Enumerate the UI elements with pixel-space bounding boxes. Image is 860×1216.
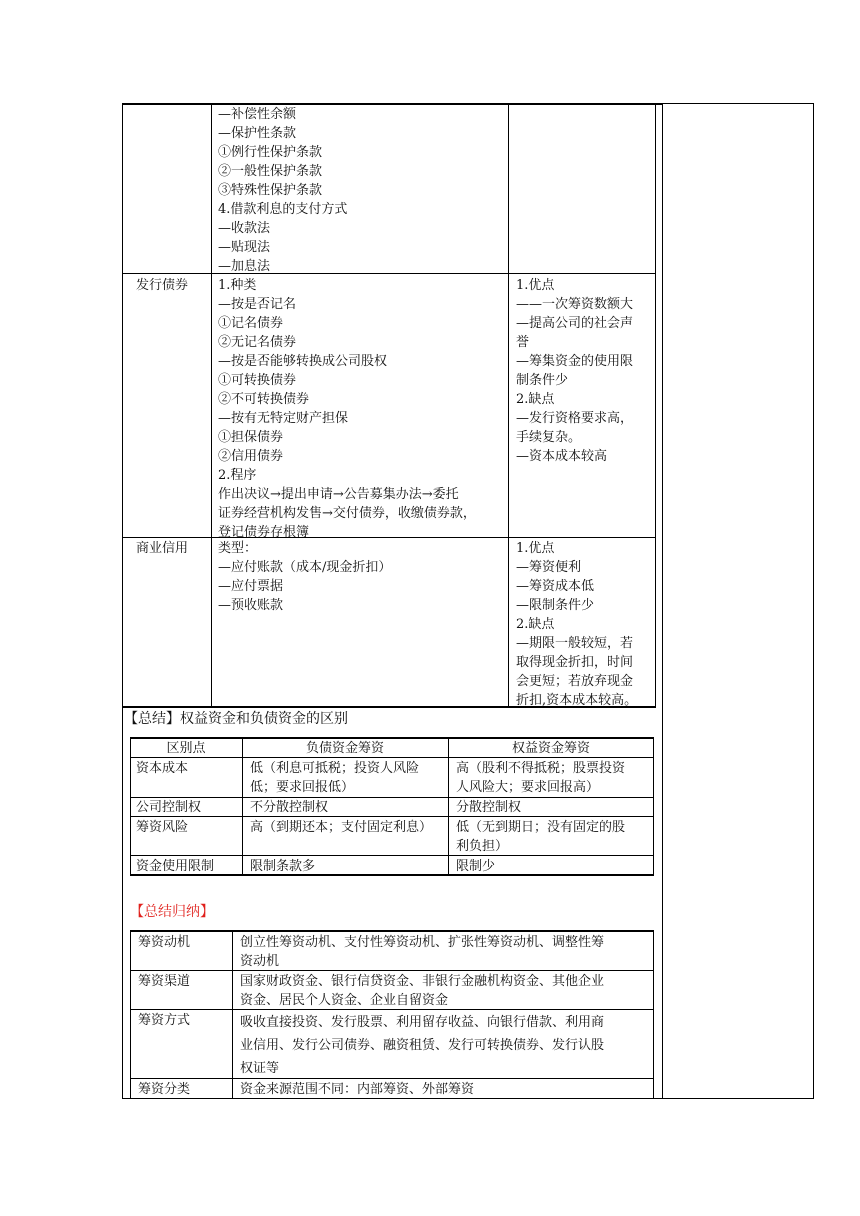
text-line: 2.程序 xyxy=(218,468,257,483)
text-line: 2.缺点 xyxy=(516,617,555,632)
text-line: 4.借款利息的支付方式 xyxy=(218,202,348,217)
text-line: —筹资便利 xyxy=(516,560,582,575)
text-line: —提高公司的社会声 xyxy=(516,316,634,331)
text-line: 分散控制权 xyxy=(456,800,522,815)
compare-col-line xyxy=(130,738,131,875)
bond-content xyxy=(218,276,476,542)
induction-col-line xyxy=(653,931,654,1099)
text-line: 制条件少 xyxy=(516,373,569,388)
top-rule xyxy=(122,103,662,105)
text-line: 证券经营机构发售→交付债券，收缴债券款， xyxy=(218,506,476,521)
text-line: —期限一般较短，若 xyxy=(516,636,634,651)
text-line: ②无记名债券 xyxy=(218,335,297,350)
compare-col-line xyxy=(653,738,654,875)
text-line: —限制条件少 xyxy=(516,598,595,613)
text-line: —按是否能够转换成公司股权 xyxy=(218,354,388,369)
text-line: ①记名债券 xyxy=(218,316,284,331)
text-line: 折扣,资本成本较高。 xyxy=(516,693,638,708)
bond-pros-cons xyxy=(516,276,633,466)
text-line: ——一次筹资数额大 xyxy=(516,297,634,312)
text-line: 低（无到期日；没有固定的股 xyxy=(456,820,626,835)
text-line: 高（到期还本；支付固定利息） xyxy=(250,820,433,835)
induction-title: 【总结归纳】 xyxy=(130,904,214,920)
credit-content xyxy=(218,539,391,615)
text-line: ①例行性保护条款 xyxy=(218,145,323,160)
text-line: —应付账款（成本/现金折扣） xyxy=(218,560,392,575)
credit-pros-cons xyxy=(516,539,637,710)
text-line: 资动机 xyxy=(240,954,280,969)
text-line: 限制条款多 xyxy=(250,859,316,874)
compare-col-line xyxy=(242,738,243,875)
top-rule-right xyxy=(662,103,814,104)
compare-row-debt xyxy=(250,857,315,876)
compare-row-equity xyxy=(456,759,625,797)
text-line: ①担保债券 xyxy=(218,430,284,445)
col-divider-3 xyxy=(655,104,656,707)
text-line: —按是否记名 xyxy=(218,297,297,312)
text-line: ②信用债券 xyxy=(218,449,284,464)
compare-row-debt xyxy=(250,798,328,817)
induction-top-rule xyxy=(130,930,654,932)
text-line: 1.种类 xyxy=(218,278,257,293)
text-line: 取得现金折扣，时间 xyxy=(516,655,634,670)
row-separator xyxy=(122,273,656,274)
text-line: 手续复杂。 xyxy=(516,430,582,445)
induction-row-value xyxy=(240,1011,604,1080)
compare-row-equity xyxy=(456,857,495,876)
compare-row-debt xyxy=(250,818,432,837)
text-line: 限制少 xyxy=(456,859,496,874)
text-line: 类型： xyxy=(218,541,258,556)
induction-row-value xyxy=(240,1080,474,1099)
col-divider-2 xyxy=(508,104,509,707)
induction-row-value xyxy=(240,933,604,971)
compare-row-line xyxy=(130,797,654,798)
right-column-divider xyxy=(662,103,663,1099)
compare-row-key: 资金使用限制 xyxy=(136,859,215,874)
text-line: —保护性条款 xyxy=(218,126,297,141)
compare-row-debt xyxy=(250,759,419,797)
induction-col-line xyxy=(130,931,131,1099)
text-line: 作出决议→提出申请→公告募集办法→委托 xyxy=(218,487,459,502)
text-line: 1.优点 xyxy=(516,541,555,556)
col-divider-1 xyxy=(211,104,212,707)
summary-title: 【总结】权益资金和负债资金的区别 xyxy=(124,711,348,727)
text-line: 人风险大；要求回报高） xyxy=(456,780,600,795)
text-line: —发行资格要求高， xyxy=(516,411,634,426)
text-line: —资本成本较高 xyxy=(516,449,608,464)
text-line: 资金、居民个人资金、企业自留资金 xyxy=(240,993,449,1008)
text-line: ③特殊性保护条款 xyxy=(218,183,323,198)
induction-row-value xyxy=(240,972,604,1010)
induction-row-key: 筹资动机 xyxy=(138,935,191,950)
text-line: —筹资成本低 xyxy=(516,579,595,594)
text-line: 1.优点 xyxy=(516,278,555,293)
text-line: —补偿性余额 xyxy=(218,107,297,122)
text-line: 登记债券存根簿 xyxy=(218,525,310,540)
induction-row-key: 筹资分类 xyxy=(138,1082,191,1097)
compare-row-key: 筹资风险 xyxy=(136,820,189,835)
compare-header: 权益资金筹资 xyxy=(511,741,590,756)
text-line: —贴现法 xyxy=(218,240,271,255)
text-line: —应付票据 xyxy=(218,579,284,594)
text-line: 国家财政资金、银行信贷资金、非银行金融机构资金、其他企业 xyxy=(240,974,605,989)
induction-row-key: 筹资方式 xyxy=(138,1013,191,1028)
compare-row-equity xyxy=(456,798,521,817)
induction-col-line xyxy=(232,931,233,1099)
text-line: 创立性筹资动机、支付性筹资动机、扩张性筹资动机、调整性筹 xyxy=(240,935,605,950)
text-line: —收款法 xyxy=(218,221,271,236)
compare-col-line xyxy=(448,738,449,875)
text-line: ②一般性保护条款 xyxy=(218,164,323,179)
text-line: —加息法 xyxy=(218,259,271,274)
compare-row-key: 资本成本 xyxy=(136,761,189,776)
compare-header: 区别点 xyxy=(166,741,206,756)
compare-row-equity xyxy=(456,818,625,856)
text-line: 2.缺点 xyxy=(516,392,555,407)
text-line: 利负担） xyxy=(456,839,509,854)
text-line: 高（股利不得抵税；股票投资 xyxy=(456,761,626,776)
induction-row-key: 筹资渠道 xyxy=(138,974,191,989)
compare-header: 负债资金筹资 xyxy=(305,741,384,756)
text-line: 会更短；若放弃现金 xyxy=(516,674,634,689)
text-line: 资金来源范围不同：内部筹资、外部筹资 xyxy=(240,1082,475,1097)
compare-row-key: 公司控制权 xyxy=(136,800,202,815)
text-line: 吸收直接投资、发行股票、利用留存收益、向银行借款、利用商 xyxy=(240,1015,605,1030)
text-line: 业信用、发行公司债券、融资租赁、发行可转换债券、发行认股 xyxy=(240,1038,605,1053)
text-line: 不分散控制权 xyxy=(250,800,329,815)
text-line: ①可转换债券 xyxy=(218,373,297,388)
text-line: —按有无特定财产担保 xyxy=(218,411,349,426)
text-line: 誉 xyxy=(516,335,530,350)
compare-row-line xyxy=(130,816,654,817)
text-line: 低；要求回报低） xyxy=(250,780,355,795)
text-line: 权证等 xyxy=(240,1061,280,1076)
text-line: 低（利息可抵税；投资人风险 xyxy=(250,761,420,776)
row-label-bond: 发行债券 xyxy=(136,278,189,293)
row-label-credit: 商业信用 xyxy=(136,541,189,556)
text-line: —预收账款 xyxy=(218,598,284,613)
continued-content xyxy=(218,105,347,276)
text-line: ②不可转换债券 xyxy=(218,392,310,407)
text-line: —筹集资金的使用限 xyxy=(516,354,634,369)
